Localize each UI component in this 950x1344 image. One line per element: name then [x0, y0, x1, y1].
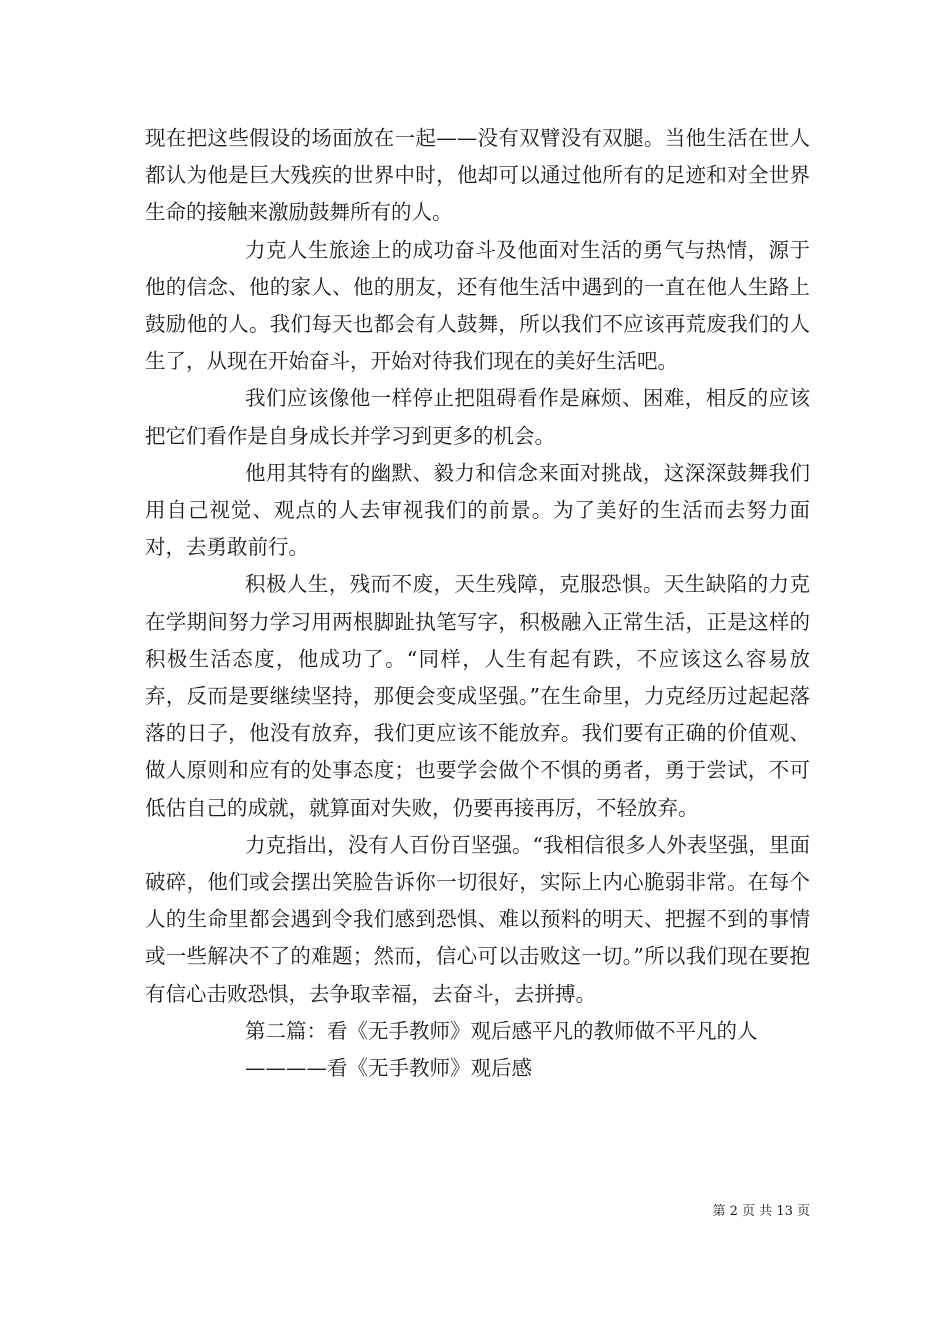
paragraph: 他用其特有的幽默、毅力和信念来面对挑战，这深深鼓舞我们用自己视觉、观点的人去审视我们的前景。为了美好的生活而去努力面对，去勇敢前行。	[145, 460, 810, 560]
paragraph: 我们应该像他一样停止把阻碍看作是麻烦、困难，相反的应该把它们看作是自身成长并学习到更多的机会。	[145, 386, 810, 448]
paragraph: 力克指出，没有人百份百坚强。“我相信很多人外表坚强，里面破碎，他们或会摆出笑脸告诉你一切很好，实际上内心脆弱非常。在每个人的生命里都会遇到令我们感到恐惧、难以预料的明天、把握不到的事情或一些解决不了的难题；然而，信心可以击败这一切。”所以我们现在要抱有信心击败恐惧，去争取幸福，去奋斗，去拼搏。	[145, 832, 810, 1006]
paragraph-continuation: 现在把这些假设的场面放在一起——没有双臂没有双腿。当他生活在世人都认为他是巨大残疾的世界中时，他却可以通过他所有的足迹和对全世界生命的接触来激励鼓舞所有的人。	[145, 126, 810, 225]
paragraph: 力克人生旅途上的成功奋斗及他面对生活的勇气与热情，源于他的信念、他的家人、他的朋友，还有他生活中遇到的一直在他人生路上鼓励他的人。我们每天也都会有人鼓舞，所以我们不应该再荒废我们的人生了，从现在开始奋斗，开始对待我们现在的美好生活吧。	[145, 237, 810, 374]
document-body	[145, 120, 810, 1087]
paragraph: 积极人生，残而不废，天生残障，克服恐惧。天生缺陷的力克在学期间努力学习用两根脚趾执笔写字，积极融入正常生活，正是这样的积极生活态度，他成功了。“同样，人生有起有跌，不应该这么容易放弃，反而是要继续坚持，那便会变成坚强。”在生命里，力克经历过起起落落的日子，他没有放弃，我们更应该不能放弃。我们要有正确的价值观、做人原则和应有的处事态度；也要学会做个不惧的勇者，勇于尝试，不可低估自己的成就，就算面对失败，仍要再接再厉，不轻放弃。	[145, 572, 810, 820]
section-title: 第二篇：看《无手教师》观后感平凡的教师做不平凡的人	[245, 1018, 758, 1043]
page-number: 第 2 页 共 13 页	[712, 1204, 810, 1219]
section-subtitle: ————看《无手教师》观后感	[245, 1056, 532, 1081]
